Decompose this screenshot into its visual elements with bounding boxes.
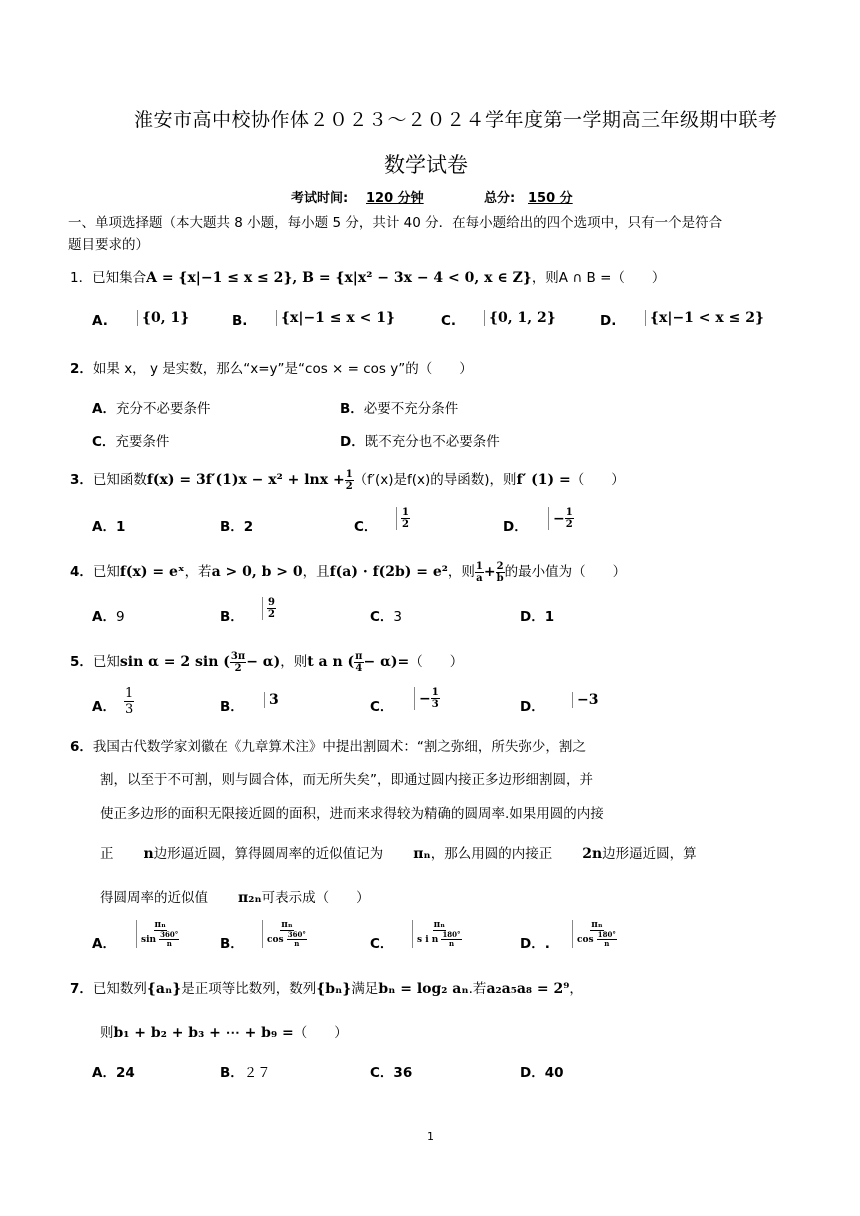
q3-option-c-label: C． (354, 519, 378, 535)
q4-frac-1a: $\frac{1}{a}$ (475, 560, 483, 584)
q1-option-b[interactable]: {x|−1 ≤ x < 1} (276, 310, 395, 326)
exam-score-value: 150 分 (528, 191, 573, 206)
question-6-line-2: 割，以至于不可割，则与圆合体，而无所失矣”，即通过圆内接正多边形细割圆，并 (100, 772, 593, 788)
q4-option-c[interactable]: C．3 (370, 609, 403, 625)
question-7: 7．已知数列{aₙ}是正项等比数列，数列{bₙ}满足bₙ = log₂ aₙ.若a₂a₅a₈ = 2⁹， (70, 981, 583, 997)
exam-score-label: 总分: (484, 191, 516, 206)
q5-option-c-label: C． (370, 699, 394, 715)
q4-option-a[interactable]: A．9 (92, 609, 125, 625)
q3-option-c[interactable]: $\frac{1}{2}$ (396, 507, 410, 530)
q2-option-c[interactable]: C．充要条件 (92, 434, 170, 450)
question-3: 3．已知函数f(x) = 3f′(1)x − x² + lnx + $\frac{1}{2}$ （f′(x)是f(x)的导函数)，则f′ (1) =（ ） (70, 468, 625, 492)
q3-option-b[interactable]: B．2 (220, 519, 254, 535)
q4-option-b-label: B． (220, 609, 244, 625)
q3-half-fraction: $\frac{1}{2}$ (345, 468, 353, 492)
q4-option-b[interactable]: $\frac{9}{2}$ (262, 597, 276, 620)
q7-option-d[interactable]: D．40 (520, 1065, 564, 1081)
question-4: 4．已知f(x) = eˣ，若a > 0, b > 0，且f(a) · f(2b) = e²，则 $\frac{1}{a}$ + $\frac{2}{b}$ 的最小值为（ ） (70, 560, 627, 584)
q1-option-d[interactable]: {x|−1 < x ≤ 2} (645, 310, 764, 326)
q3-option-a[interactable]: A．1 (92, 519, 126, 535)
question-6-line-4: 正 n边形逼近圆，算得圆周率的近似值记为 πₙ，那么用圆的内接正 2n边形逼近圆，算 (100, 846, 697, 862)
q7-option-b[interactable]: B．２７ (220, 1065, 271, 1081)
q1-option-c[interactable]: {0, 1, 2} (484, 310, 556, 326)
q5-option-b-label: B． (220, 699, 244, 715)
section-heading-cont: 题目要求的） (68, 237, 149, 253)
question-7-line-2: 则b₁ + b₂ + b₃ + ⋯ + b₉ =（ ） (100, 1025, 348, 1041)
q5-frac-3pi2: $\frac{3\pi}{2}$ (230, 650, 246, 674)
section-heading: 一、单项选择题（本大题共 8 小题，每小题 5 分，共计 40 分．在每小题给出的四个选项中，只有一个是符合 (68, 215, 723, 231)
q6-option-a-label: A． (92, 936, 116, 952)
q6-option-a[interactable]: πₙ sin $\frac{360^\circ}{n}$ (136, 920, 179, 948)
q5-option-a[interactable]: $\frac{1}{3}$ (125, 686, 134, 717)
q5-option-d[interactable]: −3 (572, 692, 598, 708)
q3-option-d[interactable]: − $\frac{1}{2}$ (548, 507, 574, 530)
question-1: 1．已知集合A = {x|−1 ≤ x ≤ 2}, B = {x|x² − 3x − 4 < 0, x ∈ Z}，则A ∩ B =（ ） (70, 270, 666, 286)
q4-option-d[interactable]: D．1 (520, 609, 555, 625)
q2-option-b[interactable]: B．必要不充分条件 (340, 401, 459, 417)
q2-option-d[interactable]: D．既不充分也不必要条件 (340, 434, 500, 450)
exam-subtitle: 数学试卷 (384, 153, 468, 177)
question-2: 2．如果 x， y 是实数，那么“x=y”是“cos × = cos y”的（ ） (70, 361, 473, 377)
q6-option-b-label: B． (220, 936, 244, 952)
q5-option-b[interactable]: 3 (264, 692, 279, 708)
q2-option-a[interactable]: A．充分不必要条件 (92, 401, 211, 417)
q7-option-a[interactable]: A．24 (92, 1065, 135, 1081)
question-6-line-3: 使正多边形的面积无限接近圆的面积，进而来求得较为精确的圆周率.如果用圆的内接 (100, 806, 604, 822)
exam-time-label: 考试时间: (291, 191, 349, 206)
q6-option-d-label: D．. (520, 936, 550, 952)
q1-option-d-label: D. (600, 313, 617, 329)
q1-option-c-label: C. (441, 313, 457, 329)
q6-option-c-label: C． (370, 936, 394, 952)
q3-option-d-label: D． (503, 519, 528, 535)
q4-frac-2b: $\frac{2}{b}$ (496, 560, 504, 584)
question-6: 6．我国古代数学家刘徽在《九章算术注》中提出割圆术：“割之弥细，所失弥少，割之 (70, 739, 586, 755)
q7-option-c[interactable]: C．36 (370, 1065, 413, 1081)
q5-option-a-label: A． (92, 699, 116, 715)
q1-option-a[interactable]: {0, 1} (137, 310, 189, 326)
q1-option-b-label: B. (232, 313, 248, 329)
page-number: 1 (427, 1130, 434, 1143)
q1-option-a-label: A. (92, 313, 108, 329)
q5-option-c[interactable]: − $\frac{1}{3}$ (414, 687, 440, 710)
q5-option-d-label: D． (520, 699, 545, 715)
question-5: 5．已知sin α = 2 sin ( $\frac{3\pi}{2}$ − α)，则t a n ( $\frac{\pi}{4}$ − α)=（ ） (70, 650, 464, 674)
q6-option-c[interactable]: πₙ s i n $\frac{180^\circ}{n}$ (412, 920, 462, 948)
q5-frac-pi4: $\frac{\pi}{4}$ (355, 650, 363, 674)
q6-option-d[interactable]: πₙ cos $\frac{180^\circ}{n}$ (572, 920, 617, 948)
exam-time-value: 120 分钟 (366, 191, 424, 206)
q6-option-b[interactable]: πₙ cos $\frac{360^\circ}{n}$ (262, 920, 307, 948)
exam-title: 淮安市高中校协作体２０２３～２０２４学年度第一学期高三年级期中联考 (134, 109, 778, 131)
question-6-line-5: 得圆周率的近似值 π₂ₙ可表示成（ ） (100, 890, 370, 906)
